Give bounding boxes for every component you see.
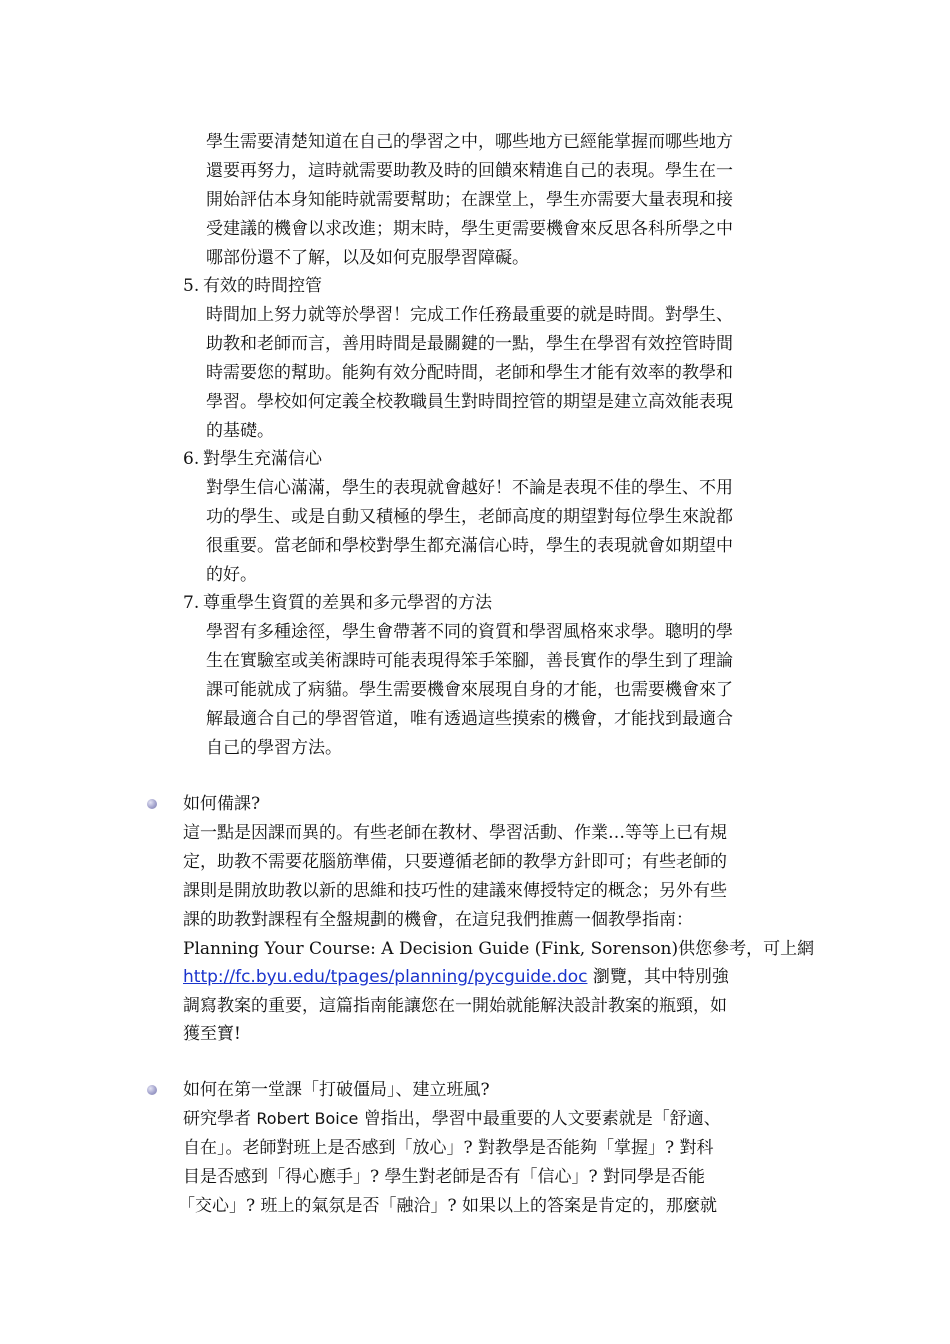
text-line: 自在」。老師對班上是否感到「放心」? 對教學是否能夠「掌握」? 對科 <box>183 1138 714 1158</box>
text-line: 時間加上努力就等於學習！完成工作任務最重要的就是時間。對學生、 <box>206 305 733 325</box>
text-line: 很重要。當老師和學校對學生都充滿信心時，學生的表現就會如期望中 <box>206 536 733 556</box>
researcher-name: Robert Boice <box>256 1109 359 1128</box>
item-heading: 尊重學生資質的差異和多元學習的方法 <box>203 593 492 613</box>
text-line: 哪部份還不了解，以及如何克服學習障礙。 <box>206 248 529 268</box>
text-line: 功的學生、或是自動又積極的學生，老師高度的期望對每位學生來說都 <box>206 507 733 527</box>
text-line: 獲至寶! <box>183 1024 241 1044</box>
item-heading: 對學生充滿信心 <box>203 449 322 469</box>
text-line: 目是否感到「得心應手」? 學生對老師是否有「信心」? 對同學是否能 <box>183 1167 706 1187</box>
bullet-icon <box>147 799 157 809</box>
text-line: 課可能就成了病貓。學生需要機會來展現自身的才能，也需要機會來了 <box>206 680 733 700</box>
text-line: 學習。學校如何定義全校教職員生對時間控管的期望是建立高效能表現 <box>206 392 733 412</box>
text-line: 生在實驗室或美術課時可能表現得笨手笨腳，善長實作的學生到了理論 <box>206 651 733 671</box>
text-line: 學習有多種途徑，學生會帶著不同的資質和學習風格來求學。聰明的學 <box>206 622 733 642</box>
section-title: 如何在第一堂課「打破僵局」、建立班風? <box>183 1080 490 1100</box>
text-line: 「交心」? 班上的氣氛是否「融洽」? 如果以上的答案是肯定的，那麼就 <box>178 1196 718 1216</box>
text-line: 課的助教對課程有全盤規劃的機會，在這兒我們推薦一個教學指南： <box>183 910 693 930</box>
text-line: 的好。 <box>206 565 257 585</box>
text-line: 解最適合自己的學習管道，唯有透過這些摸索的機會，才能找到最適合 <box>206 709 733 729</box>
text-line <box>183 1107 721 1131</box>
bullet-icon <box>147 1085 157 1095</box>
item-number: 5. <box>183 276 200 296</box>
item-number: 6. <box>183 449 200 469</box>
text-line: 定，助教不需要花腦筋準備，只要遵循老師的教學方針即可；有些老師的 <box>183 852 727 872</box>
text-fragment: 曾指出，學習中最重要的人文要素就是「舒適、 <box>358 1109 721 1129</box>
section-title: 如何備課? <box>183 794 261 814</box>
text-line: 還要再努力，這時就需要助教及時的回饋來精進自己的表現。學生在一 <box>206 161 733 181</box>
text-line: 這一點是因課而異的。有些老師在教材、學習活動、作業…等等上已有規 <box>183 823 727 843</box>
item-heading: 有效的時間控管 <box>203 276 322 296</box>
text-after-link: 瀏覽，其中特別強 <box>587 967 729 987</box>
text-line: 調寫教案的重要，這篇指南能讓您在一開始就能解決設計教案的瓶頸，如 <box>183 996 727 1016</box>
text-line: 課則是開放助教以新的思維和技巧性的建議來傳授特定的概念；另外有些 <box>183 881 727 901</box>
text-line: 時需要您的幫助。能夠有效分配時間，老師和學生才能有效率的教學和 <box>206 363 733 383</box>
item-number: 7. <box>183 593 200 613</box>
text-line: 助教和老師而言，善用時間是最關鍵的一點，學生在學習有效控管時間 <box>206 334 733 354</box>
text-line: 學生需要清楚知道在自己的學習之中，哪些地方已經能掌握而哪些地方 <box>206 132 733 152</box>
text-line: 開始評估本身知能時就需要幫助；在課堂上，學生亦需要大量表現和接 <box>206 190 733 210</box>
text-line: 對學生信心滿滿，學生的表現就會越好！不論是表現不佳的學生、不用 <box>206 478 733 498</box>
link-line <box>183 965 729 989</box>
guide-link[interactable]: http://fc.byu.edu/tpages/planning/pycguide.doc <box>183 967 588 987</box>
text-line: 自己的學習方法。 <box>206 738 342 758</box>
text-line: Planning Your Course: A Decision Guide (Fink, Sorenson)供您參考，可上網 <box>183 939 815 959</box>
text-line: 受建議的機會以求改進；期末時，學生更需要機會來反思各科所學之中 <box>206 219 733 239</box>
text-line: 的基礎。 <box>206 421 274 441</box>
text-fragment: 研究學者 <box>183 1109 257 1129</box>
